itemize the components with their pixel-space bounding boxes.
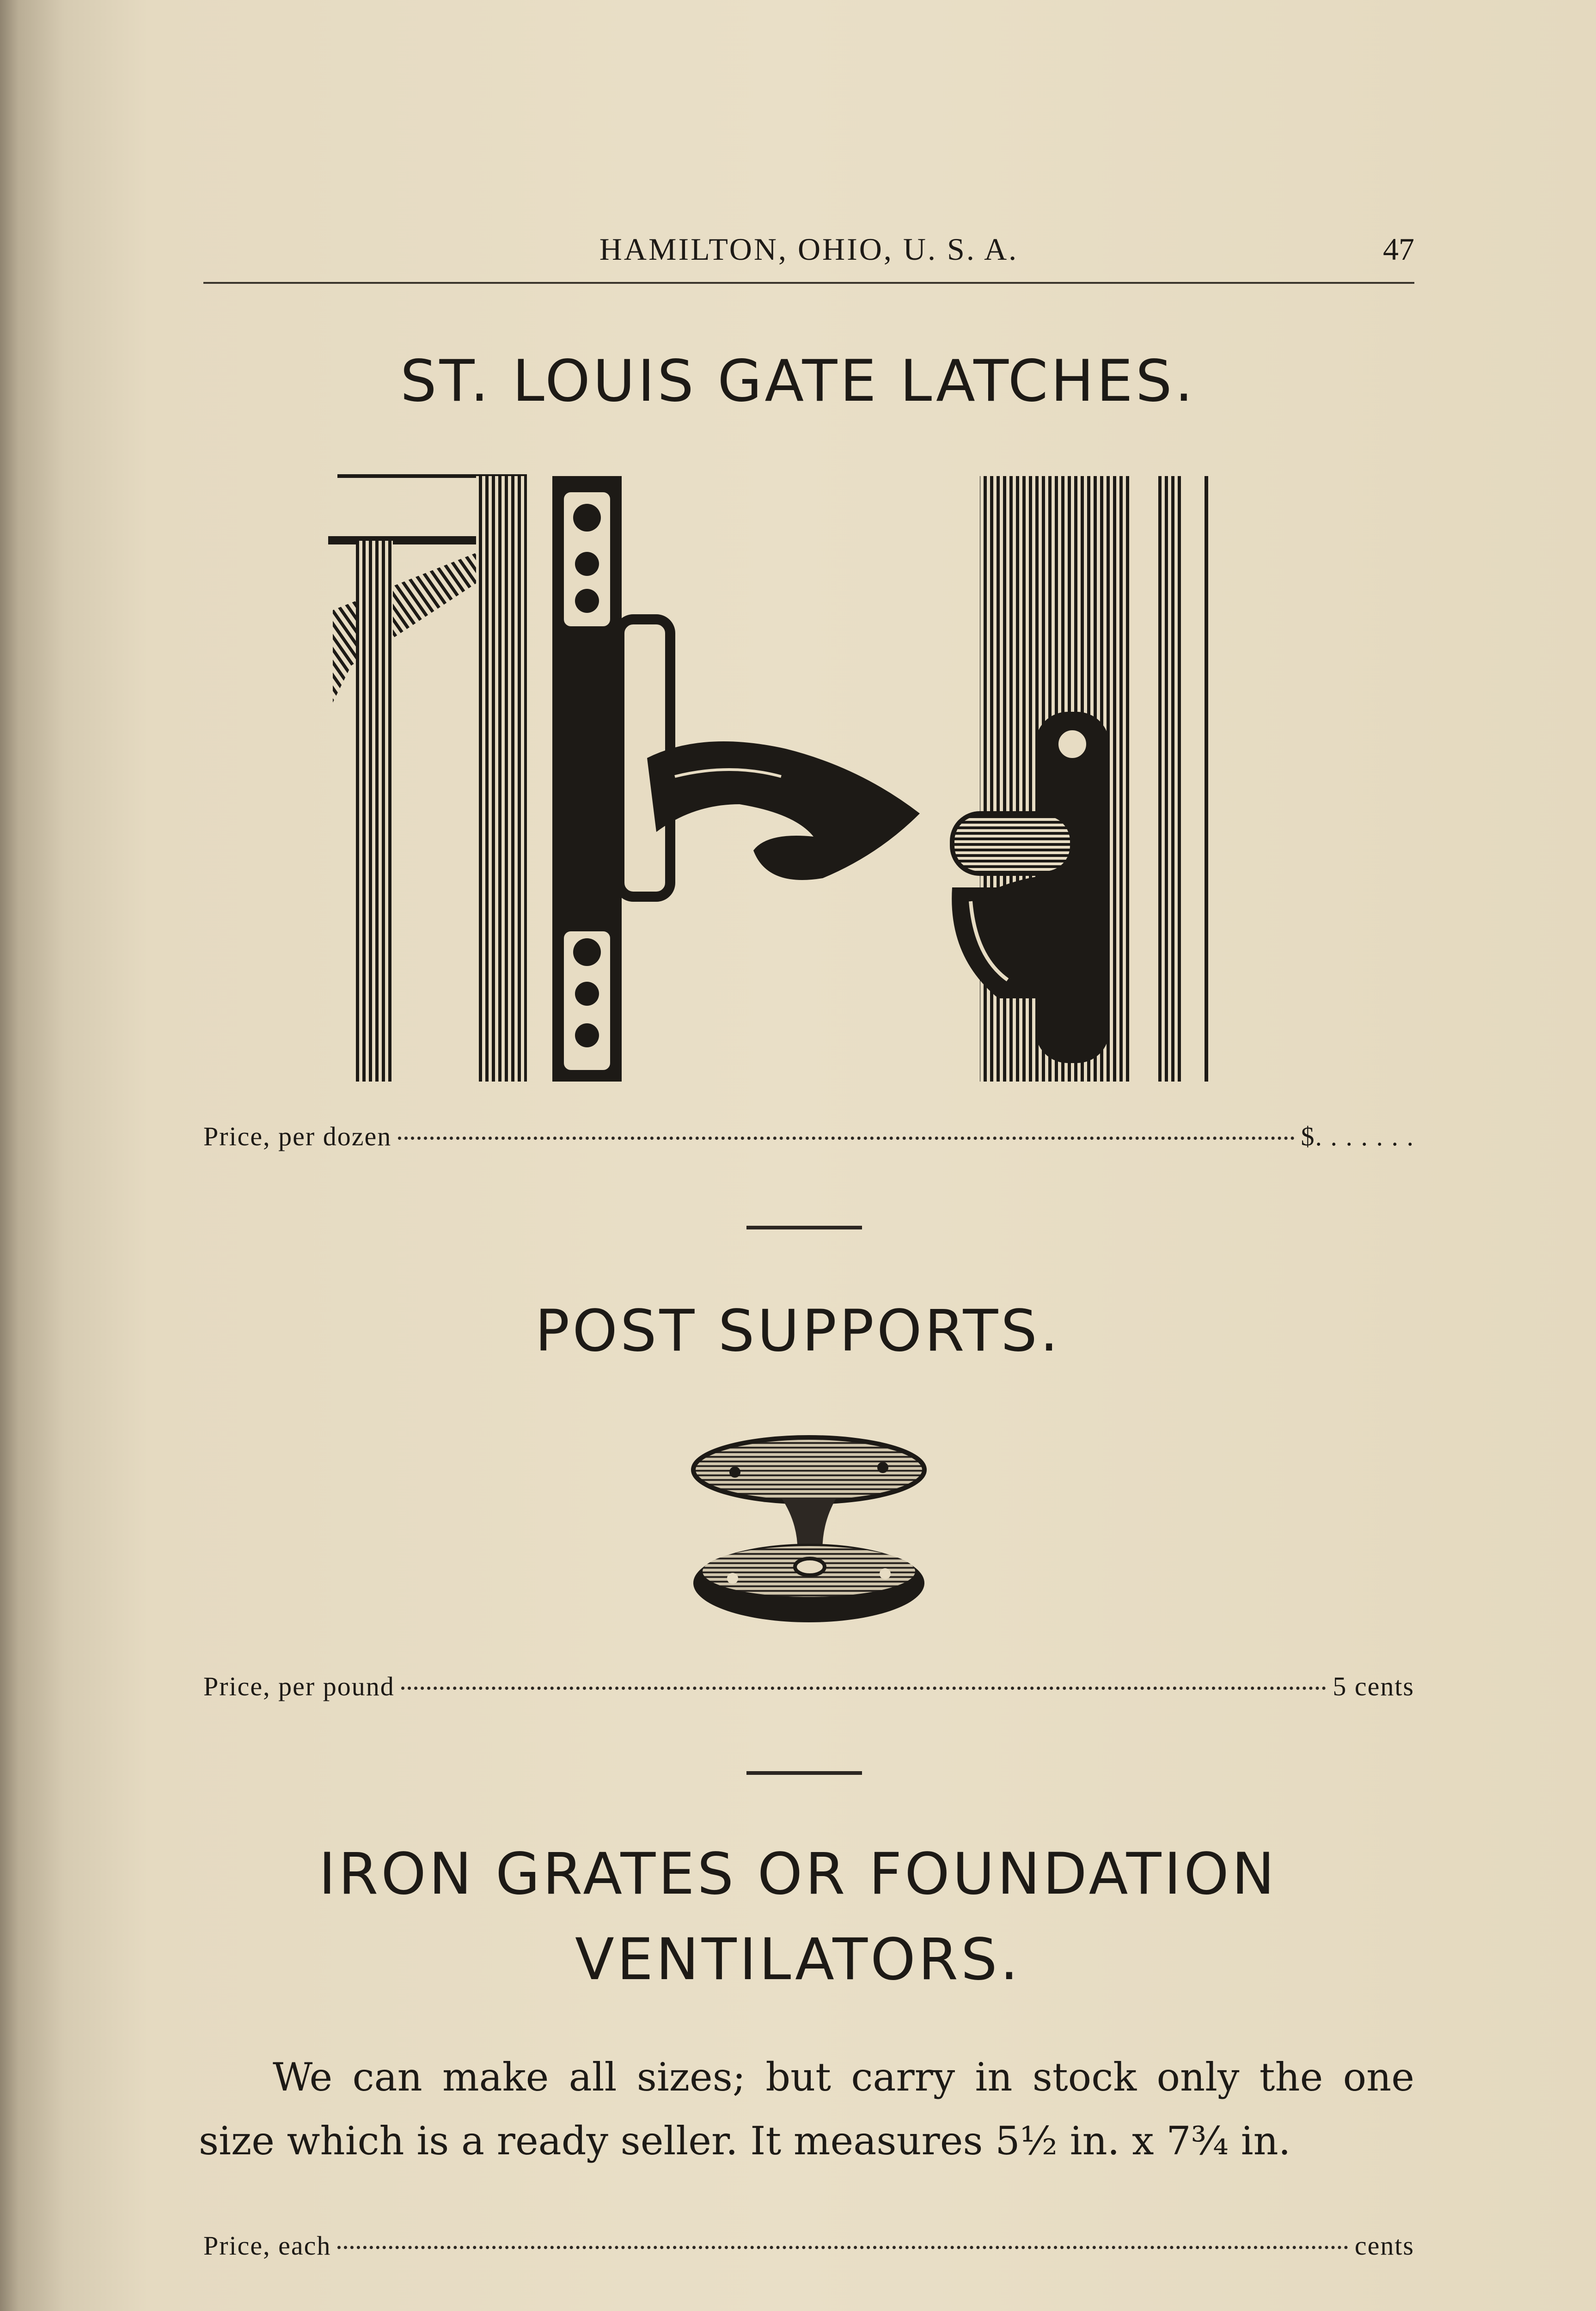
gate-latches-price-value: $. . . . . . . [1301, 1121, 1414, 1151]
iron-grates-price [203, 2230, 1414, 2267]
dot-leader [401, 1687, 1327, 1690]
gate-latch-illustration [324, 471, 1285, 1086]
running-head [203, 226, 1414, 284]
post-supports-price-label: Price, per pound [203, 1671, 395, 1701]
iron-grates-price-value: cents [1354, 2231, 1414, 2261]
section-divider [746, 1226, 862, 1229]
section-divider [746, 1771, 862, 1775]
iron-grates-price-label: Price, each [203, 2231, 331, 2261]
dot-leader [337, 2246, 1348, 2249]
iron-grates-heading-line1: IRON GRATES OR FOUNDATION [318, 1841, 1278, 1907]
gate-latches-heading: ST. LOUIS GATE LATCHES. [400, 348, 1196, 415]
post-support-illustration [689, 1433, 929, 1632]
post-supports-heading: POST SUPPORTS. [535, 1298, 1061, 1364]
dot-leader [398, 1137, 1294, 1140]
iron-grates-description: We can make all sizes; but carry in stock only the one size which is a ready seller. It measures 5½ in. x 7¾ in. [199, 2054, 1414, 2164]
running-title: HAMILTON, OHIO, U. S. A. [599, 232, 1019, 267]
post-supports-price-value: 5 cents [1333, 1671, 1414, 1701]
page-number: 47 [1383, 232, 1414, 267]
gate-latches-price [203, 1121, 1414, 1158]
gate-latches-price-label: Price, per dozen [203, 1121, 392, 1151]
iron-grates-heading-line2: VENTILATORS. [575, 1926, 1021, 1993]
post-supports-price [203, 1671, 1414, 1708]
